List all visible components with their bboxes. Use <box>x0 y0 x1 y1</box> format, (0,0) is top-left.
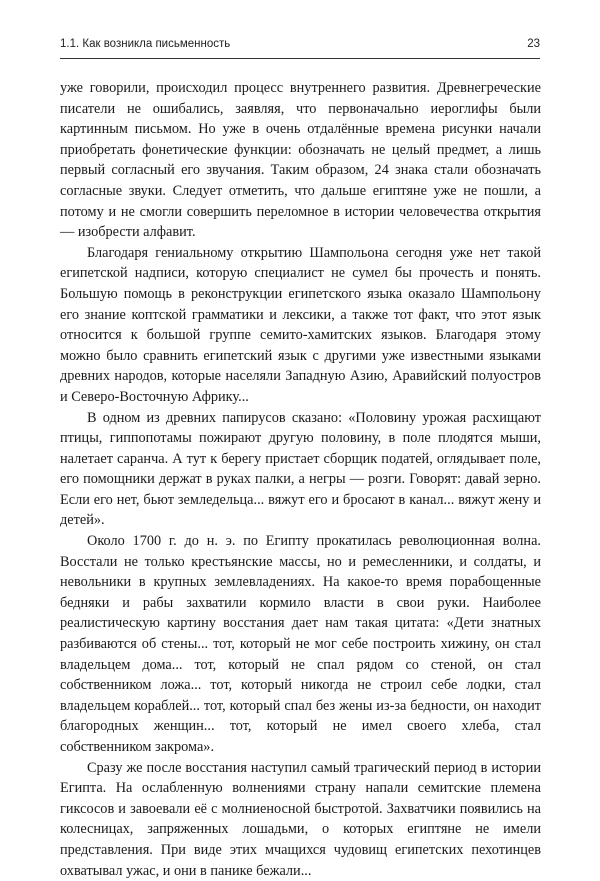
running-header <box>60 38 540 56</box>
paragraph-revolution: Около 1700 г. до н. э. по Египту прокатилась революционная волна. Восстали не только крестьянские массы, но и ремесленники, и солдаты, и невольники в крупных землевладениях. На какое-то время порабощенные бедняки и рабы захватили кормило власти в свои руки. Наиболее реалистическую картину восстания дает нам такая цитата: «Дети знатных разбиваются об стены... тот, который не мог себе построить хижину, он стал владельцем дома... тот, который не спал рядом со стеной, он стал собственником ложа... тот, который никогда не строил себе лодки, стал владельцем кораблей... тот, который спал без жены из-за бедности, он находит благородных женщин... тот, который не имел своего хлеба, стал собственником закрома». <box>60 533 541 755</box>
paragraph-champollion: Благодаря гениальному открытию Шампольона сегодня уже нет такой египетской надписи, которую специалист не сумел бы прочесть и понять. Большую помощь в реконструкции египетского языка оказало Шампольону его знание коптской грамматики и лексики, а также тот факт, что этот язык относится к большой группе семито-хамитских языков. Благодаря этому можно было сравнить египетский язык с другими уже известными языками древних народов, которые населяли Западную Азию, Аравийский полуостров и Северо-Восточную Африку... <box>60 244 541 405</box>
page-number: 23 <box>527 38 540 50</box>
paragraph-continuation: уже говорили, происходил процесс внутреннего развития. Древнегреческие писатели не ошибались, заявляя, что первоначально иероглифы были картинным письмом. Но уже в очень отдалённые времена рисунки начали приобретать фонетические функции: обозначать не целый предмет, а лишь первый согласный его звучания. Таким образом, 24 знака стали обозначать согласные звуки. Следует отметить, что дальше египтяне уже не пошли, а потому и не смогли совершить переломное в истории человечества открытия — изобрести алфавит. <box>60 80 541 241</box>
paragraph-hyksos: Сразу же после восстания наступил самый трагический период в истории Египта. На ослабленную волнениями страну напали семитские племена гиксосов и завоевали её с молниеносной быстротой. Захватчики появились на колесницах, запряженных лошадьми, о которых египтяне не имели представления. При виде этих мчащихся чудовищ египетских пехотинцев охватывал ужас, и они в панике бежали... <box>60 759 541 879</box>
section-title: 1.1. Как возникла письменность <box>60 38 231 50</box>
body-text <box>60 78 541 881</box>
header-divider <box>60 58 540 59</box>
paragraph-papyrus-quote: В одном из древних папирусов сказано: «Половину урожая расхищают птицы, гиппопотамы пожирают другую половину, в поле плодятся мыши, налетает саранча. А тут к берегу пристает сборщик податей, оглядывает поле, его помощники держат в руках палки, а негры — розги. Говорят: давай зерно. Если его нет, бьют земледельца... вяжут его и бросают в канал... вяжут жену и детей». <box>60 409 541 529</box>
